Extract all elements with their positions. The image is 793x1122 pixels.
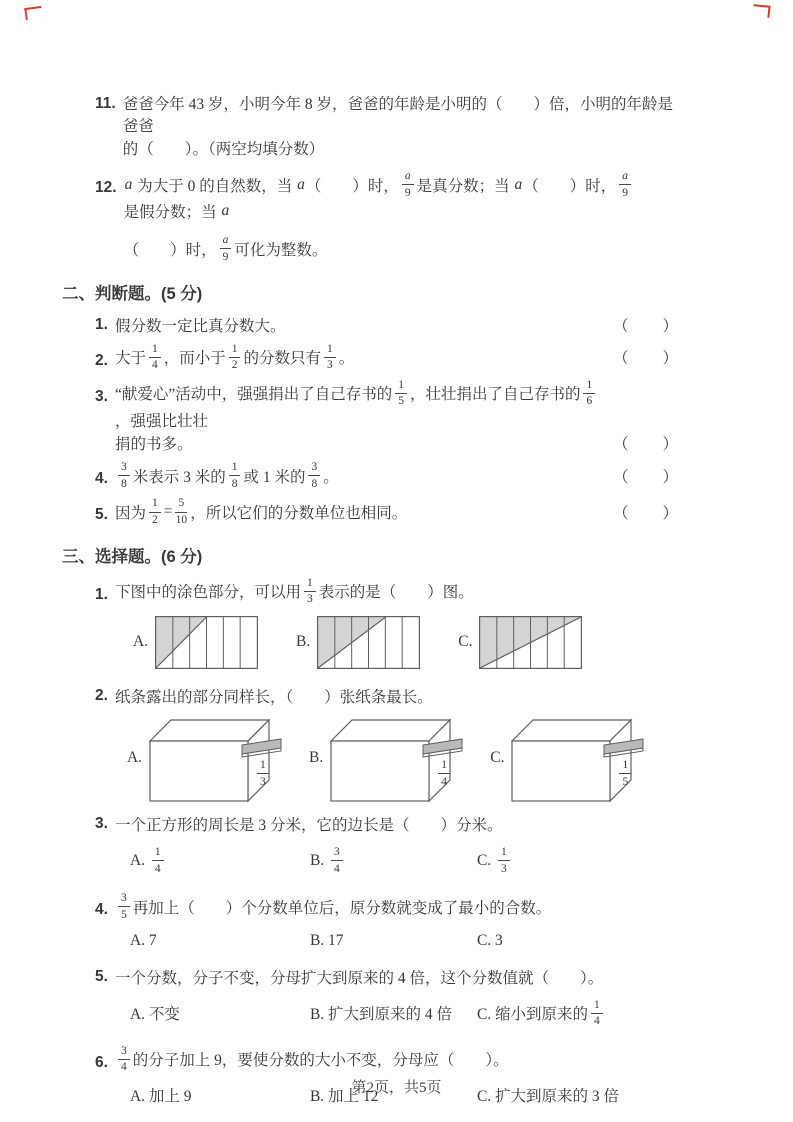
- fraction-numerator: a: [619, 170, 631, 185]
- fraction-denominator: 5: [622, 775, 629, 788]
- text-run: A. 7: [129, 931, 157, 949]
- question-judge-2: [95, 342, 679, 373]
- question-choice-4: [95, 891, 679, 962]
- fraction: [152, 846, 164, 875]
- question-line: [115, 378, 679, 431]
- text-run: 再加上（ ）个分数单位后，原分数就变成了最小的合数。: [132, 899, 552, 917]
- fraction-numerator: a: [402, 170, 414, 185]
- question-body: [115, 378, 679, 455]
- shaded-strip-figure: [155, 616, 258, 669]
- fraction: [304, 577, 316, 606]
- page-footer: [0, 1076, 793, 1097]
- question-line: [123, 136, 679, 160]
- text-run: B. 扩大到原来的 4 倍: [309, 1006, 453, 1024]
- option: [310, 845, 477, 876]
- question-judge-3: [95, 378, 679, 455]
- fraction: [229, 461, 241, 490]
- question-number: 4.: [95, 901, 108, 919]
- fraction-numerator: 1: [324, 343, 336, 358]
- figure-label: C.: [490, 748, 505, 766]
- fraction-denominator: 9: [222, 250, 229, 263]
- fraction-numerator: 1: [149, 343, 161, 358]
- figure-option-C: [490, 713, 647, 803]
- question-line: [115, 431, 679, 455]
- answer-bracket: （ ）: [612, 505, 679, 523]
- question-choice-2: [95, 684, 679, 810]
- fraction-denominator: 3: [260, 775, 266, 788]
- answer-bracket: （ ）: [612, 468, 679, 486]
- red-corner-mark-left: [24, 6, 43, 20]
- fraction-numerator: 3: [331, 846, 343, 861]
- option: [477, 932, 679, 950]
- question-number: 1.: [95, 315, 108, 333]
- section-heading-choice: 三、选择题。(6 分): [62, 547, 203, 566]
- box-figure-wrap: [511, 713, 647, 803]
- fraction: [257, 759, 269, 788]
- question-number: 3.: [95, 387, 108, 405]
- fraction-denominator: 3: [326, 359, 333, 372]
- fraction-numerator: 3: [118, 1045, 130, 1060]
- question-body: [115, 965, 679, 1042]
- fraction-numerator: 3: [118, 461, 130, 476]
- text-run: 的分数只有: [243, 350, 321, 368]
- paper-box-figure: [511, 713, 647, 803]
- worksheet-content: [62, 92, 679, 1119]
- text-run: C.: [476, 851, 496, 869]
- fraction-numerator: 3: [308, 461, 320, 476]
- question-choice-3: [95, 812, 679, 889]
- text-run: 大于: [114, 350, 146, 368]
- text-run: =: [163, 503, 173, 521]
- text-run: （ ）时，: [523, 177, 617, 195]
- question-line: [115, 496, 679, 527]
- fraction-numerator: a: [220, 234, 232, 249]
- question-body: [115, 496, 679, 527]
- question-judge-4: [95, 460, 679, 491]
- question-line: [124, 169, 679, 222]
- fraction: [402, 170, 414, 199]
- question-number: 5.: [95, 506, 108, 524]
- fraction-numerator: 1: [591, 999, 603, 1014]
- text-run: 表示的是（ ）图。: [318, 584, 474, 602]
- text-run: C. 缩小到原来的: [476, 1006, 589, 1024]
- figure-label: A.: [126, 748, 143, 766]
- option: [130, 1002, 310, 1024]
- question-number: 6.: [95, 1053, 108, 1071]
- option: [130, 932, 310, 950]
- figure-row: [127, 713, 679, 803]
- answer-bracket: （ ）: [612, 350, 679, 368]
- fraction-numerator: 1: [304, 577, 316, 592]
- fraction: [118, 461, 130, 490]
- question-body: [115, 812, 679, 889]
- fraction-denominator: 4: [154, 862, 161, 875]
- text-run: ，壮壮捐出了自己存书的: [409, 386, 581, 404]
- text-run: 捐的书多。: [114, 436, 193, 454]
- figure-label: C.: [458, 633, 473, 651]
- question-number: 2.: [95, 351, 108, 369]
- fraction-numerator: 1: [149, 497, 161, 512]
- text-run: A. 不变: [129, 1006, 180, 1024]
- text-run: 爸爸今年 43 岁，小明今年 8 岁，爸爸的年龄是小明的（ ）倍，小明的年龄是爸爸: [122, 96, 673, 135]
- figure-label: A.: [132, 633, 149, 651]
- text-run: 可化为整数。: [234, 241, 328, 259]
- question-body: [124, 169, 679, 265]
- fraction-denominator: 5: [398, 395, 404, 408]
- question-judge-5: [95, 496, 679, 527]
- box-figure-wrap: [330, 713, 466, 803]
- figure-option-B: [309, 713, 466, 803]
- fraction-denominator: 8: [311, 477, 318, 490]
- fraction-numerator: 1: [498, 846, 510, 861]
- text-run: B. 17: [309, 931, 344, 949]
- text-run: 。: [338, 350, 355, 368]
- fraction: [583, 379, 595, 408]
- question-body: [123, 92, 679, 160]
- red-corner-mark-right: [752, 4, 770, 18]
- question-number: 11.: [95, 95, 116, 112]
- fraction-numerator: 1: [619, 759, 631, 774]
- fraction-denominator: 2: [151, 514, 158, 527]
- text-run: ，强强比壮壮: [114, 413, 208, 431]
- fraction: [308, 461, 320, 490]
- text-run: 为大于 0 的自然数，当: [133, 177, 297, 195]
- question-number: 4.: [95, 470, 108, 488]
- question-line: [115, 965, 679, 989]
- text-run: 是真分数；当: [416, 177, 514, 195]
- question-line: [115, 684, 679, 708]
- question-body: [115, 684, 679, 810]
- question-choice-5: [95, 965, 679, 1042]
- option: [310, 932, 477, 950]
- text-run: ，而小于: [163, 350, 226, 368]
- question-line: [115, 891, 679, 922]
- text-run: （ ）时，: [123, 241, 217, 259]
- question-line: [115, 1044, 679, 1075]
- fraction: [591, 999, 603, 1028]
- fraction: [619, 170, 631, 199]
- fraction-denominator: 8: [120, 477, 127, 490]
- shaded-strip-figure: [479, 616, 582, 669]
- text-run: ，所以它们的分数单位也相同。: [190, 505, 408, 523]
- fraction-denominator: 9: [404, 186, 411, 199]
- answer-bracket: （ ）: [612, 317, 679, 335]
- figure-label: B.: [296, 633, 311, 651]
- options-row: [130, 845, 679, 876]
- fraction-denominator: 2: [231, 359, 238, 372]
- question-number: 1.: [95, 585, 108, 603]
- question-number: 2.: [95, 686, 108, 704]
- fraction-numerator: 5: [175, 497, 187, 512]
- question-fillin-11: [95, 92, 679, 160]
- fraction-denominator: 4: [441, 775, 447, 788]
- question-body: [115, 342, 679, 373]
- fraction-numerator: 1: [229, 461, 241, 476]
- question-body: [115, 460, 679, 491]
- figure-option-B: [296, 616, 420, 669]
- text-run: “献爱心”活动中，强强捐出了自己存书的: [114, 386, 393, 404]
- box-figure-wrap: [149, 713, 285, 803]
- fraction: [149, 343, 161, 372]
- options-row: [130, 998, 679, 1029]
- question-body: [115, 313, 679, 337]
- fraction: [118, 892, 130, 921]
- fraction-numerator: 1: [395, 379, 407, 394]
- question-number: 3.: [95, 814, 108, 832]
- fraction: [220, 234, 232, 263]
- question-choice-1: [95, 576, 679, 682]
- figure-label: B.: [309, 748, 324, 766]
- fraction: [324, 343, 336, 372]
- fraction-numerator: 1: [583, 379, 595, 394]
- text-run: A. 加上 9: [129, 1088, 192, 1106]
- fraction-numerator: 1: [257, 759, 269, 774]
- fraction-denominator: 4: [334, 862, 340, 875]
- fraction-denominator: 4: [594, 1015, 600, 1028]
- fraction: [149, 497, 161, 526]
- fraction-numerator: 3: [118, 892, 130, 907]
- fraction: [175, 497, 187, 526]
- text-run: 一个正方形的周长是 3 分米，它的边长是（ ）分米。: [114, 816, 503, 834]
- question-number: 5.: [95, 967, 108, 985]
- shaded-strip-figure: [317, 616, 420, 669]
- variable: a: [514, 175, 523, 193]
- text-run: 一个分数，分子不变，分母扩大到原来的 4 倍，这个分数值就（ ）。: [114, 969, 604, 987]
- text-run: A.: [129, 851, 149, 869]
- answer-bracket: （ ）: [612, 436, 679, 454]
- question-number: 12.: [95, 179, 117, 196]
- question-line: [124, 233, 679, 264]
- option: [130, 845, 310, 876]
- text-run: 。: [323, 468, 339, 486]
- variable: a: [124, 175, 133, 193]
- text-run: 假分数一定比真分数大。: [114, 317, 286, 335]
- fraction-denominator: 10: [175, 514, 188, 527]
- page-number: 第2页，共5页: [351, 1080, 442, 1096]
- text-run: 米表示 3 米的: [132, 468, 226, 486]
- figure-row: [133, 616, 679, 669]
- fraction-denominator: 4: [151, 359, 158, 372]
- text-run: 因为: [114, 505, 146, 523]
- question-line: [115, 342, 679, 373]
- paper-box-figure: [149, 713, 285, 803]
- fraction: [438, 759, 450, 788]
- variable: a: [221, 202, 230, 220]
- figure-option-C: [458, 616, 582, 669]
- question-line: [115, 460, 679, 491]
- fraction-denominator: 6: [586, 395, 593, 408]
- variable: a: [297, 175, 305, 193]
- text-run: 下图中的涂色部分，可以用: [114, 584, 301, 602]
- fraction-denominator: 4: [120, 1061, 127, 1074]
- section-choice: [62, 543, 679, 1119]
- text-run: 或 1 米的: [243, 468, 306, 486]
- question-line: [115, 313, 679, 337]
- paper-box-figure: [330, 713, 466, 803]
- section-judge: [62, 280, 679, 528]
- fraction-numerator: 1: [229, 343, 241, 358]
- question-fillin-12: [95, 169, 679, 265]
- question-body: [115, 576, 679, 682]
- question-line: [115, 576, 679, 607]
- options-row: [130, 932, 679, 950]
- text-run: C. 3: [476, 931, 503, 949]
- section-fillin: [95, 92, 679, 265]
- text-run: 纸条露出的部分同样长，（ ）张纸条最长。: [114, 688, 433, 706]
- option: [310, 1002, 477, 1024]
- fraction: [118, 1045, 130, 1074]
- fraction-denominator: 3: [501, 862, 507, 875]
- fraction: [331, 846, 343, 875]
- fraction: [395, 379, 407, 408]
- question-line: [123, 92, 679, 136]
- figure-option-A: [127, 713, 285, 803]
- text-run: （ ）时，: [305, 177, 399, 195]
- text-run: 的（ ）。（两空均填分数）: [122, 141, 325, 158]
- question-line: [115, 812, 679, 836]
- text-run: B. 加上 12: [309, 1088, 379, 1106]
- fraction: [619, 759, 631, 788]
- text-run: 的分子加上 9，要使分数的大小不变，分母应（ ）。: [132, 1052, 509, 1070]
- fraction-denominator: 8: [231, 477, 238, 490]
- fraction: [229, 343, 241, 372]
- text-run: B.: [309, 851, 329, 869]
- fraction-numerator: 1: [152, 846, 164, 861]
- section-heading-judge: 二、判断题。(5 分): [62, 284, 203, 303]
- fraction-denominator: 3: [306, 593, 313, 606]
- fraction: [498, 846, 510, 875]
- fraction-numerator: 1: [438, 759, 450, 774]
- text-run: C. 扩大到原来的 3 倍: [476, 1088, 620, 1106]
- question-body: [115, 891, 679, 962]
- option: [477, 998, 679, 1029]
- fraction-denominator: 5: [120, 908, 127, 921]
- question-judge-1: [95, 313, 679, 337]
- text-run: 是假分数；当: [123, 204, 221, 222]
- option: [477, 845, 679, 876]
- fraction-denominator: 9: [622, 186, 628, 199]
- figure-option-A: [133, 616, 258, 669]
